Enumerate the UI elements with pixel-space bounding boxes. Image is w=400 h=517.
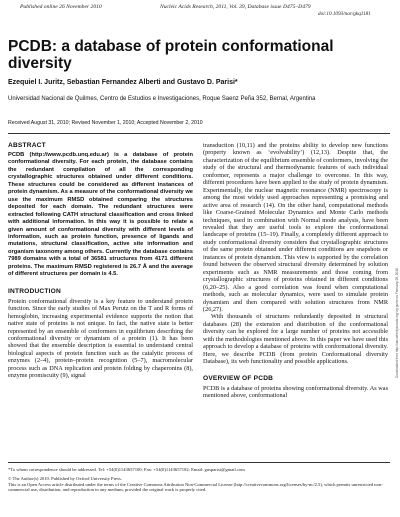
right-column [203, 142, 388, 400]
published-date: Published online 26 November 2010 [20, 4, 102, 10]
download-notice-text: Downloaded from http://nar.oxfordjournals.org/ by guest on February 28, 2016 [395, 268, 399, 378]
abstract-text: PCDB (http://www.pcdb.unq.edu.ar) is a database of protein conformational diversity. For each protein, the database contains the redundant compilation of all the corresponding crystallographic structures obtained under different conditions. These structures could be considered as different instances of protein dynamism. As a measure of the conformational diversity we use the maximum RMSD obtained comparing the structures deposited for each domain. The redundant structures were extracted following CATH structural classification and cross linked with additional information. In this way it is possible to relate a given amount of conformational diversity with different levels of information, such as protein function, presence of ligands and mutations, structural classification, active site information and organism taxonomy among others. Currently the database contains 7989 domains with a total of 36581 structures from 4171 different proteins. The maximum RMSD registered is 26.7 Å and the average of different structures per domain is 4.5. [8, 152, 193, 278]
overview-heading: OVERVIEW OF PCDB [203, 374, 274, 382]
doi: doi:10.1093/nar/gkq1181 [318, 11, 371, 17]
right-paragraph-1: transduction (10,11) and the proteins ability to develop new functions (property known as ‘evolvability’) (12,13). Despite that, the characterization of the equilibrium ensemble of conformers, involving the study of the structural and thermodynamic features of each individual conformer, represents a major challenge to overcome. In this way, different procedures have been applied to the study of protein dynamism. Experimentally, the nuclear magnetic resonance (NMR) spectroscopy is among the most widely used approaches representing a promising and active area of research (14). On the other hand, computational methods like Coarse-Grained Molecular Dynamics and Monte Carlo methods techniques, used in combination with Normal mode analysis, have been revealed that they are useful tools to explore the conformational landscape of proteins (15–19). Finally, a completely different approach to study conformational diversity considers that crystallographic structures of the same protein obtained under different conditions are snapshots or instances of protein dynamism. This view is supported by the correlation found between the observed structural diversity determined by solution experiments such as NMR measurements and those coming from crystallographic structures of proteins obtained in different conditions (6,20–25). Also a good correlation was found when computational methods, such as molecular dynamics, were used to simulate protein dynamism and then compared with solution structures from NMR (26,27). [203, 142, 388, 313]
introduction-text: Protein conformational diversity is a key feature to understand protein function. Since the early studies of Max Perutz on the T and R forms of hemoglobin, increasing experimental evidence supports the notion that native state of proteins is not unique. In fact, the native state is better represented by an ensemble of conformers in equilibrium describing the conformational diversity or dynamism of a protein (1). It has been showed that the ensemble description is essential to understand central biological aspects of protein function such as the catalytic process of enzymes (2–4), protein–protein recognition (5–7), macromolecular process such as DNA replication and protein folding by chaperonins (8), enzyme promiscuity (9), signal [8, 297, 193, 380]
download-notice [393, 180, 399, 380]
left-column [8, 142, 193, 380]
abstract-heading: ABSTRACT [8, 142, 46, 149]
author-list: Ezequiel I. Juritz, Sebastian Fernandez Alberti and Gustavo D. Parisi* [8, 79, 238, 86]
footer-divider [8, 462, 390, 463]
paper-title: PCDB: a database of protein conformational diversity [8, 38, 334, 72]
correspondence-note: *To whom correspondence should be addressed. Tel: +54(0)1143657100; Fax: +54(0)1143657182; Email: gusparisi@gmail.com [8, 467, 245, 472]
affiliation: Universidad Nacional de Quilmes, Centro de Estudios e Investigaciones, Roque Saenz Peña 352, Bernal, Argentina [8, 96, 316, 102]
received-dates: Received August 31, 2010; Revised November 1, 2010; Accepted November 2, 2010 [8, 120, 203, 126]
copyright-line: © The Author(s) 2010. Published by Oxford University Press. [8, 475, 122, 481]
introduction-heading: INTRODUCTION [8, 287, 61, 295]
footnotes [8, 467, 392, 493]
right-paragraph-2: With thousands of structures redundantly deposited in structural databases (28) the extension and distribution of the conformational diversity can be explored for a large number of proteins not accessible with the methodologies mentioned above. In this paper we have used this approach to develop a database of proteins with conformational diversity. Here, we describe PCDB (from protein Conformational diversity Database), its web functionality and possible applications. [203, 313, 388, 366]
journal-reference: Nucleic Acids Research, 2011, Vol. 39, Database issue D475–D479 [160, 4, 311, 10]
license-text: This is an Open Access article distributed under the terms of the Creative Commons Attribution Non-Commercial License (http://creativecommons.org/licenses/by-nc/2.5), which permits unrestricted non-commercial use, distribution, and reproduction in any medium, provided the original work is properly cited. [8, 481, 383, 493]
overview-text: PCDB is a database of proteins showing conformational diversity. As was mentioned above, conformational [203, 384, 388, 400]
top-divider [8, 133, 390, 134]
